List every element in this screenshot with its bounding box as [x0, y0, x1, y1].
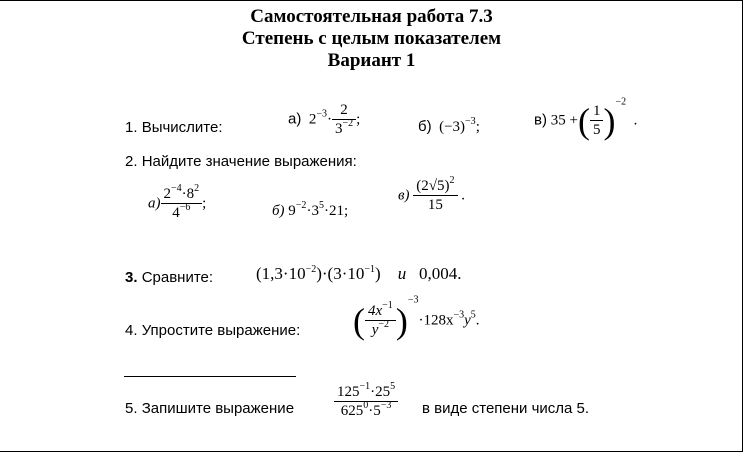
power-base: 9 [288, 203, 296, 219]
denominator [365, 320, 396, 339]
exponent: −3 [453, 309, 465, 321]
task-5-label [125, 400, 294, 417]
power-base: 2 [308, 111, 317, 128]
punctuation: ; [202, 195, 207, 212]
task-4-label [125, 322, 300, 339]
item-marker: в) [534, 111, 547, 129]
task-5-suffix: в виде степени числа 5. [422, 400, 590, 417]
numerator: 1 [592, 103, 601, 119]
task-1b-expression [418, 118, 480, 136]
exponent: −2 [615, 96, 627, 108]
left-paren: ( [353, 301, 365, 341]
task-3-label [125, 269, 213, 286]
power-base: (−3) [439, 119, 466, 135]
worksheet-title: Самостоятельная работа 7.3 [250, 6, 493, 27]
task-2a-expression [148, 183, 207, 222]
denominator [161, 203, 203, 222]
exponent: −2 [305, 264, 317, 275]
item-marker: в) [398, 187, 410, 204]
task-2-label [125, 153, 357, 170]
fraction [332, 102, 356, 138]
separator-line [124, 376, 296, 377]
operator: · [368, 403, 374, 419]
term: ·128x [418, 312, 454, 329]
power-base: y [371, 322, 379, 338]
worksheet-variant: Вариант 1 [327, 50, 416, 71]
operator: · [306, 203, 312, 219]
punctuation: . [475, 312, 480, 329]
task-number: 1. [125, 119, 138, 136]
exponent: 5 [390, 381, 396, 392]
operator: · [326, 111, 332, 128]
exponent: −6 [179, 202, 191, 213]
power-base: 125 [337, 384, 360, 400]
top-border [0, 0, 743, 1]
task-1-label [125, 119, 223, 136]
numerator [334, 381, 398, 401]
task-text: Запишите выражение [141, 400, 295, 417]
punctuation: ; [356, 111, 361, 128]
task-text: Сравните: [141, 269, 214, 286]
conjunction: и [397, 264, 407, 283]
task-2c-expression [398, 175, 465, 214]
item-marker: б) [418, 118, 432, 135]
exponent: 2 [449, 175, 455, 186]
numerator [365, 300, 396, 320]
power-base: y [464, 312, 471, 329]
exponent: −3 [380, 400, 392, 411]
fraction [590, 103, 604, 139]
punctuation: . [633, 112, 638, 129]
exponent: −1 [359, 381, 371, 392]
right-paren: ) [395, 301, 408, 341]
power-base: 8 [186, 186, 195, 202]
task-number: 2. [125, 153, 138, 170]
power-base: 625 [340, 403, 364, 419]
power-base: 5 [373, 403, 381, 419]
term: )·(3·10 [316, 264, 365, 283]
numerator [161, 183, 203, 203]
item-marker: а) [148, 195, 161, 212]
exponent: −1 [364, 264, 376, 275]
numerator [413, 175, 457, 195]
power-base: 25 [375, 384, 391, 400]
exponent: 2 [194, 183, 200, 194]
exponent: −3 [316, 108, 327, 120]
exponent: 5 [318, 200, 324, 211]
task-1a-expression [288, 102, 360, 138]
denominator [334, 401, 398, 420]
left-paren: ( [577, 101, 590, 141]
operator: · [323, 203, 329, 219]
exponent: 0 [363, 400, 369, 411]
operator: · [370, 384, 376, 400]
operator: · [181, 186, 187, 202]
punctuation: . [457, 264, 462, 283]
task-number: 3. [125, 269, 138, 286]
punctuation: . [461, 187, 465, 204]
denominator: 15 [413, 195, 457, 214]
exponent: −2 [295, 200, 307, 211]
item-marker: а) [288, 110, 302, 128]
fraction [161, 183, 203, 222]
power-base: 3 [334, 121, 343, 137]
exponent: −3 [465, 116, 476, 127]
worksheet-subtitle: Степень с целым показателем [241, 28, 502, 49]
right-paren: ) [603, 101, 616, 141]
compare-value: 0,004 [418, 264, 458, 283]
task-text: Найдите значение выражения: [141, 153, 357, 170]
term: 35 + [550, 112, 578, 129]
task-2b-expression [272, 200, 349, 220]
denominator [332, 119, 356, 138]
task-1c-expression [534, 96, 638, 142]
exponent: 5 [470, 309, 476, 321]
task-text: Упростите выражение: [141, 322, 301, 339]
exponent: −2 [342, 118, 354, 129]
fraction [365, 300, 396, 339]
punctuation: ; [343, 203, 349, 219]
fraction [334, 381, 398, 420]
task-4-expression [353, 294, 480, 342]
task-3-expression [256, 264, 461, 284]
power-base: 4x [368, 303, 383, 319]
task-text: Вычислите: [141, 119, 223, 136]
denominator: 5 [590, 120, 604, 139]
term: (1,3·10 [256, 264, 306, 283]
power-base: (2√5) [416, 178, 450, 194]
power-base: 2 [163, 186, 171, 202]
punctuation: ; [475, 119, 480, 135]
power-base: 3 [311, 203, 319, 219]
task-number: 4. [125, 322, 138, 339]
power-base: 4 [172, 205, 180, 221]
task-5-expression [334, 381, 398, 420]
exponent: −3 [407, 294, 419, 306]
exponent: −4 [171, 183, 182, 194]
exponent: −2 [378, 319, 390, 330]
term: 21 [328, 203, 344, 219]
fraction [413, 175, 457, 214]
item-marker: б) [272, 203, 285, 219]
numerator: 2 [340, 102, 348, 118]
right-paren: ) [375, 264, 381, 283]
task-number: 5. [125, 400, 138, 417]
exponent: −1 [382, 300, 393, 311]
